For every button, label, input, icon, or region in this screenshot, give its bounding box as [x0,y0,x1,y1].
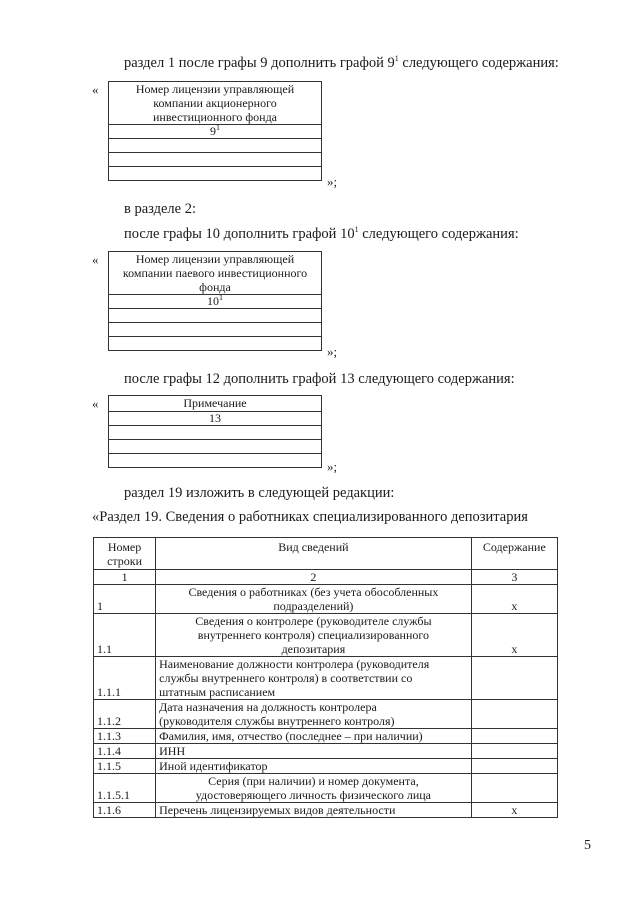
header-info-type: Вид сведений [156,538,472,570]
row-content: x [471,585,557,614]
table-row [109,167,322,181]
table-row [94,700,558,729]
quote-open-2: « [92,252,99,267]
section2-intro: после графы 10 дополнить графой $10^1$ следующего содержания: [124,225,519,242]
section1-intro: раздел 1 после графы 9 дополнить графой $9^1$ следующего содержания: [124,54,559,71]
row-number: 1.1 [94,614,156,657]
column-number: 1 [94,570,156,585]
row-content [471,657,557,700]
section19-intro: раздел 19 изложить в следующей редакции: [124,485,395,501]
section1-table-header: Номер лицензии управляющей компании акционерного инвестиционного фонда [109,82,322,125]
table-row [109,153,322,167]
section3-table-header: Примечание [109,396,322,412]
row-content [471,774,557,803]
row-text: Наименование должности контролера (руководителя службы внутреннего контроля) в соответствии со штатным расписанием [156,657,472,700]
section3-column-number: 13 [109,412,322,426]
table-row [94,803,558,818]
row-text: Иной идентификатор [156,759,472,774]
quote-open-1: « [92,82,99,97]
row-text: Серия (при наличии) и номер документа, удостоверяющего личность физического лица [156,774,472,803]
table-row [94,774,558,803]
row-number: 1 [94,585,156,614]
table-row [109,426,322,440]
table-row [109,337,322,351]
section19-title: «Раздел 19. Сведения о работниках специализированного депозитария [92,509,528,525]
section2-table [108,251,322,351]
header-row-number: Номер строки [94,538,156,570]
row-number: 1.1.2 [94,700,156,729]
row-text: Фамилия, имя, отчество (последнее – при наличии) [156,729,472,744]
row-content: x [471,803,557,818]
table-row [94,614,558,657]
table-row [94,729,558,744]
table-row [109,454,322,468]
quote-close-2: »; [327,344,338,359]
table-row [109,309,322,323]
row-text: ИНН [156,744,472,759]
row-content: x [471,614,557,657]
row-content [471,759,557,774]
section2-heading: в разделе 2: [124,201,197,217]
row-number: 1.1.4 [94,744,156,759]
quote-open-3: « [92,396,99,411]
row-content [471,744,557,759]
table-row [94,657,558,700]
table-row [94,585,558,614]
row-number: 1.1.6 [94,803,156,818]
section19-table [93,537,558,818]
row-text: Сведения о работниках (без учета обособленных подразделений) [156,585,472,614]
table-row [94,744,558,759]
row-text: Перечень лицензируемых видов деятельности [156,803,472,818]
row-number: 1.1.5.1 [94,774,156,803]
section1-table [108,81,322,181]
table-row [94,759,558,774]
row-number: 1.1.5 [94,759,156,774]
table-row [109,323,322,337]
table-row [109,440,322,454]
section3-intro: после графы 12 дополнить графой 13 следующего содержания: [124,371,515,387]
table-row [109,139,322,153]
column-number: 3 [471,570,557,585]
quote-close-3: »; [327,459,338,474]
row-content [471,729,557,744]
row-text: Сведения о контролере (руководителе службы внутреннего контроля) специализированного депозитария [156,614,472,657]
row-content [471,700,557,729]
page-number: 5 [584,838,591,853]
section2-table-header: Номер лицензии управляющей компании паевого инвестиционного фонда [109,252,322,295]
row-text: Дата назначения на должность контролера (руководителя службы внутреннего контроля) [156,700,472,729]
section3-table [108,395,322,468]
header-content: Содержание [471,538,557,570]
row-number: 1.1.3 [94,729,156,744]
column-number: 2 [156,570,472,585]
row-number: 1.1.1 [94,657,156,700]
section2-column-number: $10^1$ [109,295,322,309]
section1-column-number: $9^1$ [109,125,322,139]
quote-close-1: »; [327,174,338,189]
